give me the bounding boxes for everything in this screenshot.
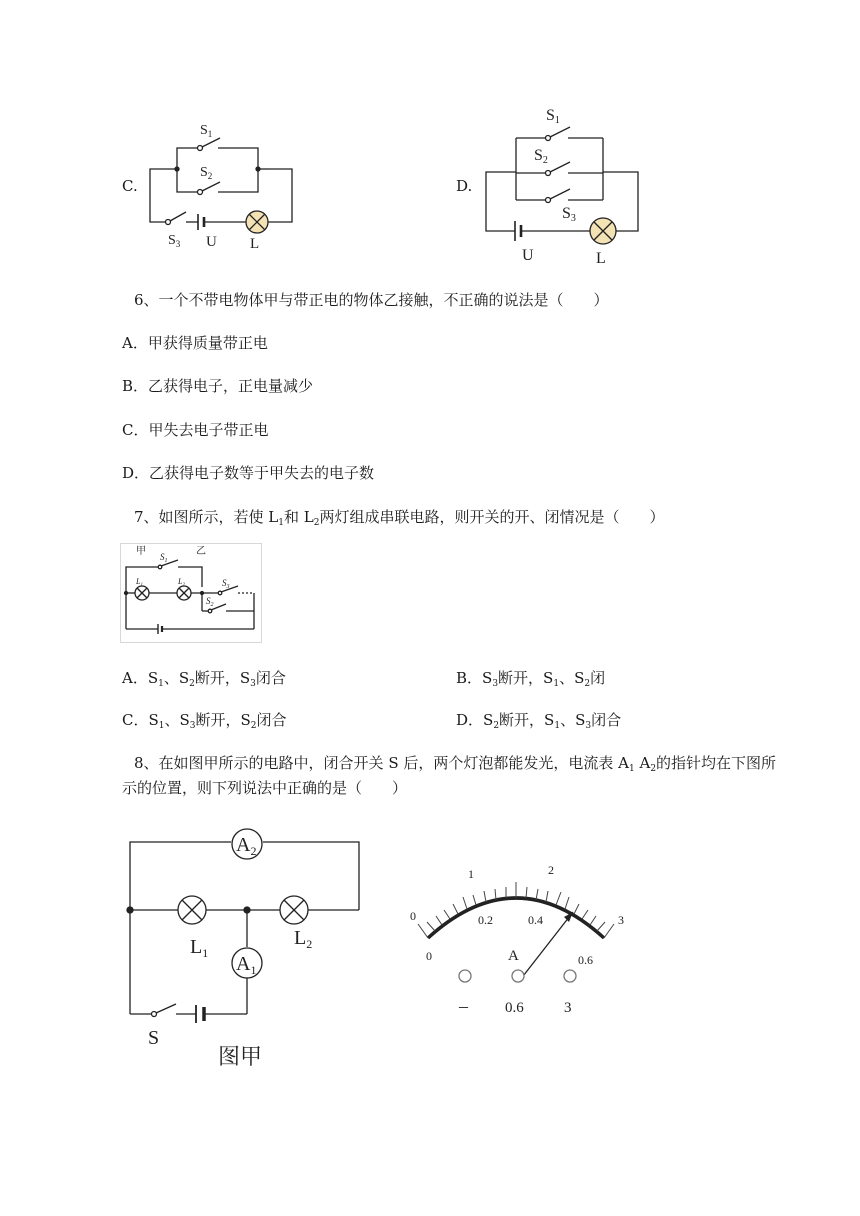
label-s3: $S_3$	[168, 233, 181, 249]
label-s1: $S_1$	[160, 552, 168, 564]
label-s1: S1	[546, 107, 560, 126]
q6-option-b: B．乙获得电子，正电量减少	[122, 377, 314, 395]
ammeter-dial	[398, 852, 638, 1012]
lower-scale-0-2: 0.2	[478, 913, 493, 927]
label-yi: 乙	[196, 546, 206, 557]
lower-scale-0-6: 0.6	[578, 953, 593, 967]
circuit-diagram-q7	[120, 543, 262, 643]
terminal-0-6: 0.6	[505, 1000, 524, 1012]
q7-option-c: C．$S_1$、$S_3$断开，$S_2$闭合	[122, 711, 287, 731]
lower-scale-0-4: 0.4	[528, 913, 543, 927]
label-a1: $A_1$	[236, 953, 257, 977]
label-l2: $L_2$	[294, 927, 313, 951]
q6-option-c: C．甲失去电子带正电	[122, 421, 269, 439]
option-c-label: C.	[122, 177, 138, 195]
label-u: U	[206, 234, 217, 250]
label-l2: $L_2$	[178, 577, 185, 588]
upper-scale-3: 3	[618, 913, 624, 927]
q7-option-d: D．$S_2$断开，$S_1$、$S_3$闭合	[456, 711, 622, 731]
label-l1: $L_1$	[136, 577, 143, 588]
label-s2: S2	[534, 147, 548, 166]
label-l1: $L_1$	[190, 936, 209, 960]
q7-option-a: A．$S_1$、$S_2$断开，$S_3$闭合	[122, 669, 286, 689]
label-s: S	[148, 1027, 160, 1049]
q8-stem-line1: 8、在如图甲所示的电路中，闭合开关 S 后，两个灯泡都能发光，电流表 $A_1$ $A_2$的指针均在下图所	[134, 754, 777, 774]
label-a2: $A_2$	[236, 834, 257, 858]
option-d-label: D.	[456, 177, 473, 195]
lower-scale-0: 0	[426, 949, 432, 963]
q7-option-b: B．$S_3$断开，$S_1$、$S_2$闭	[456, 669, 606, 689]
terminal-3: 3	[564, 1000, 572, 1012]
circuit-diagram-d	[478, 100, 658, 272]
label-jia: 甲	[136, 546, 146, 557]
label-s2: $S_2$	[200, 165, 213, 181]
q6-option-d: D．乙获得电子数等于甲失去的电子数	[122, 464, 375, 482]
circuit-diagram-q8	[118, 822, 378, 1072]
unit-label: A	[508, 948, 519, 964]
terminal-minus: –	[459, 996, 468, 1012]
label-l: L	[596, 250, 606, 267]
label-s2: $S_2$	[206, 596, 214, 608]
circuit-diagram-c	[140, 110, 310, 255]
label-s1: $S_1$	[200, 123, 213, 139]
q8-stem-line2: 示的位置，则下列说法中正确的是（ ）	[122, 779, 408, 797]
label-s3: $S_3$	[222, 578, 230, 590]
q7-stem: 7、如图所示，若使 $L_1$和 $L_2$两灯组成串联电路，则开关的开、闭情况是（ ）	[134, 508, 665, 528]
label-l: L	[250, 236, 260, 252]
q6-option-a: A．甲获得质量带正电	[122, 334, 268, 352]
figure-caption: 图甲	[218, 1044, 263, 1069]
upper-scale-0: 0	[410, 909, 416, 923]
label-u: U	[522, 247, 534, 264]
upper-scale-1: 1	[468, 867, 474, 881]
upper-scale-2: 2	[548, 863, 554, 877]
label-s3: S3	[562, 205, 576, 224]
q6-stem: 6、一个不带电物体甲与带正电的物体乙接触，不正确的说法是（ ）	[134, 291, 609, 309]
